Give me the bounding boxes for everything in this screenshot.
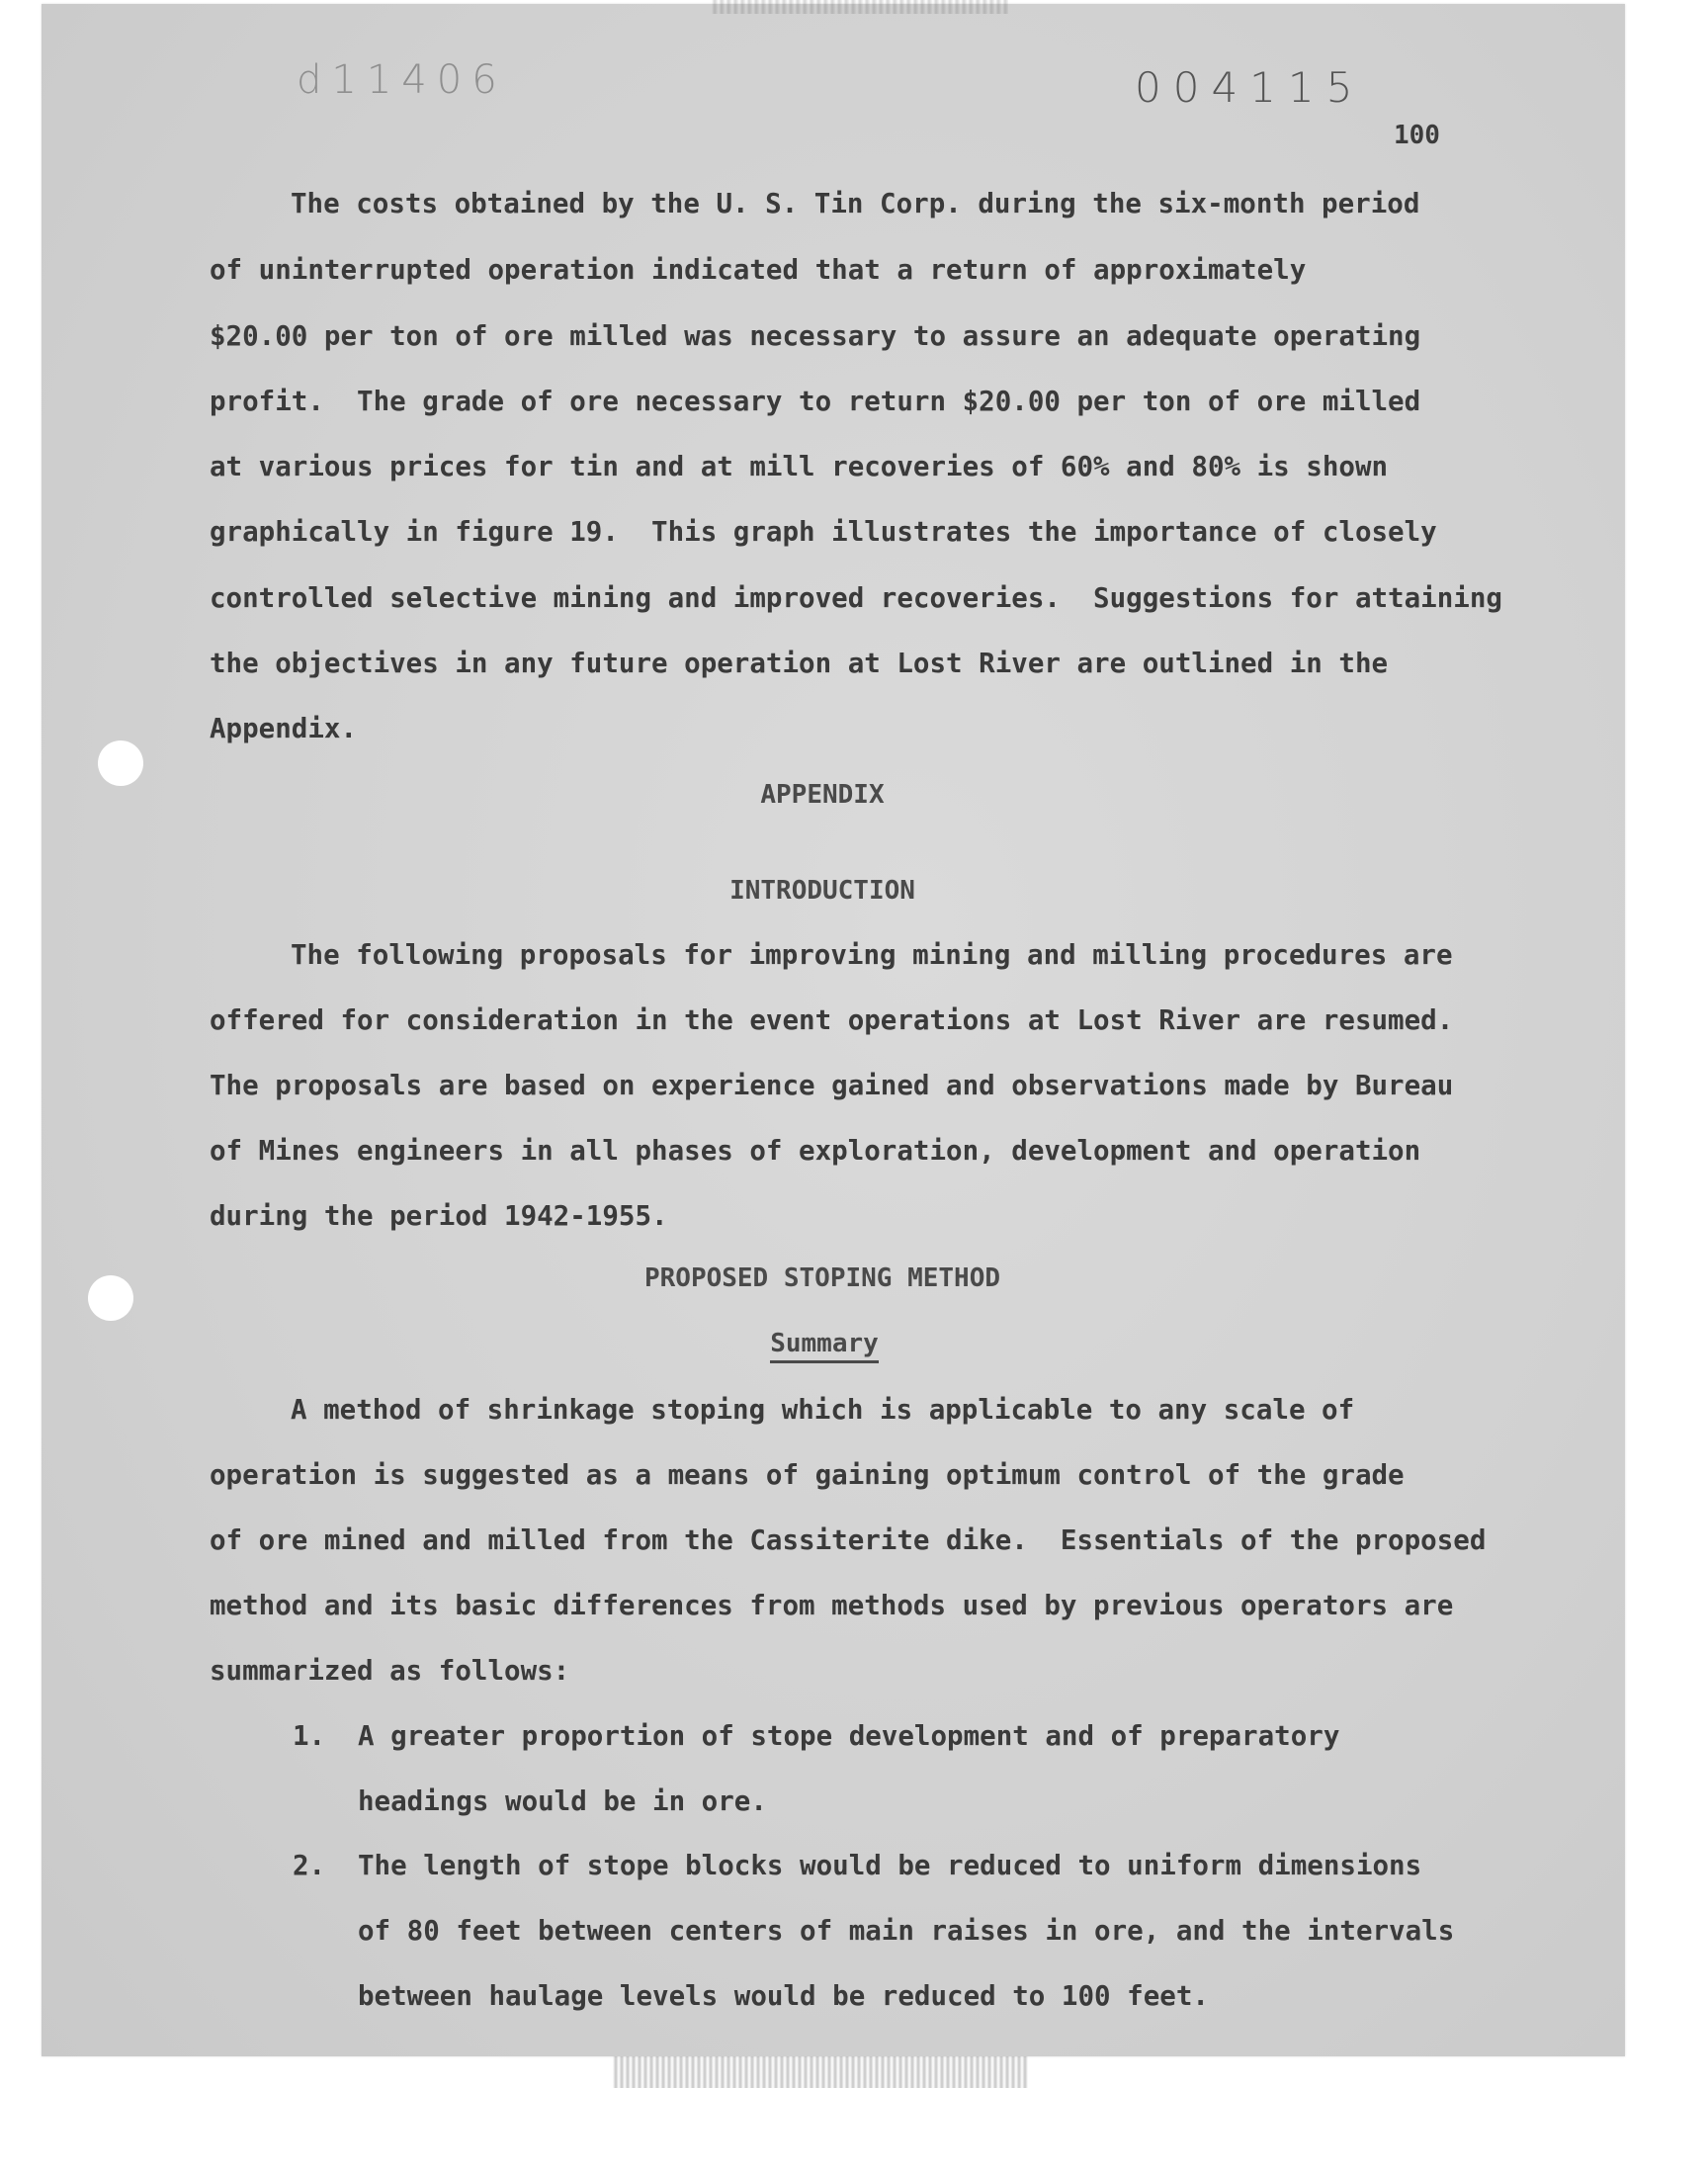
paragraph-line: of Mines engineers in all phases of exploration, development and operation	[210, 1135, 1421, 1167]
list-item-line: The length of stope blocks would be reduced to uniform dimensions	[358, 1850, 1422, 1881]
paragraph-line: The proposals are based on experience gained and observations made by Bureau	[210, 1070, 1454, 1101]
paragraph-line: A method of shrinkage stoping which is applicable to any scale of	[291, 1394, 1355, 1426]
paragraph-line: The following proposals for improving mining and milling procedures are	[291, 939, 1453, 971]
section-heading-introduction: INTRODUCTION	[729, 876, 915, 906]
list-item-line: headings would be in ore.	[358, 1785, 767, 1817]
scan-artifact	[712, 0, 1008, 14]
paragraph-line: of ore mined and milled from the Cassiterite dike. Essentials of the proposed	[210, 1524, 1487, 1556]
paragraph-line: summarized as follows:	[210, 1655, 570, 1687]
list-item-line: between haulage levels would be reduced to 100 feet.	[358, 1980, 1209, 2012]
paragraph-line: the objectives in any future operation at Lost River are outlined in the	[210, 648, 1389, 679]
scan-artifact	[613, 2056, 1028, 2088]
paragraph-line: operation is suggested as a means of gaining optimum control of the grade	[210, 1459, 1405, 1491]
list-item-line: A greater proportion of stope development and of preparatory	[358, 1720, 1340, 1752]
list-item-number: 2.	[293, 1850, 326, 1881]
subheading-summary-text: Summary	[770, 1329, 879, 1363]
paragraph-line: The costs obtained by the U. S. Tin Corp. during the six-month period	[291, 188, 1420, 219]
paragraph-line: at various prices for tin and at mill recoveries of 60% and 80% is shown	[210, 451, 1389, 482]
paragraph-line: of uninterrupted operation indicated that a return of approximately	[210, 254, 1307, 286]
paragraph-line: method and its basic differences from methods used by previous operators are	[210, 1590, 1454, 1621]
paragraph-line: during the period 1942-1955.	[210, 1200, 668, 1232]
paragraph-line: controlled selective mining and improved recoveries. Suggestions for attaining	[210, 582, 1502, 614]
paragraph-line: $20.00 per ton of ore milled was necessary to assure an adequate operating	[210, 320, 1421, 352]
paragraph-line: offered for consideration in the event operations at Lost River are resumed.	[210, 1004, 1454, 1036]
page-number: 100	[1394, 121, 1440, 150]
section-heading-appendix: APPENDIX	[760, 780, 885, 810]
list-item-number: 1.	[293, 1720, 326, 1752]
archive-stamp-left: d11406	[297, 57, 507, 103]
subheading-summary	[0, 1329, 1649, 1358]
archive-stamp-right: 004115	[1135, 63, 1365, 112]
list-item-line: of 80 feet between centers of main raises in ore, and the intervals	[358, 1915, 1455, 1947]
section-heading-proposed-method: PROPOSED STOPING METHOD	[643, 1263, 1001, 1293]
paragraph-line: Appendix.	[210, 713, 358, 744]
paragraph-line: profit. The grade of ore necessary to return $20.00 per ton of ore milled	[210, 386, 1421, 417]
paragraph-line: graphically in figure 19. This graph illustrates the importance of closely	[210, 516, 1437, 548]
